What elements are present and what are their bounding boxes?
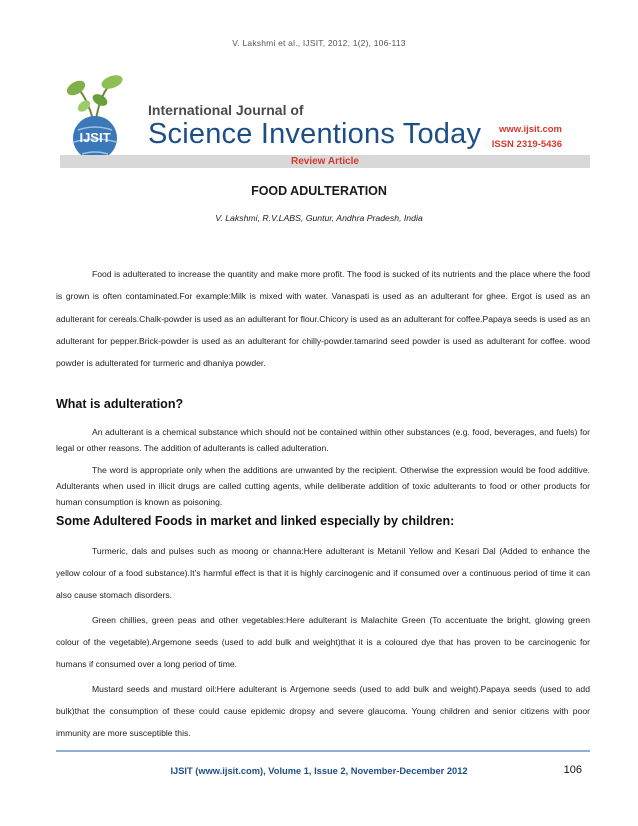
section1-paragraph-1: An adulterant is a chemical substance which should not be contained within other substances (e.g. food, beverages, and fuels) for legal or other reasons. The addition of adulterants is called adulteration. [56, 427, 590, 453]
footer-citation: IJSIT (www.ijsit.com), Volume 1, Issue 2, November-December 2012 [170, 766, 468, 776]
intro-paragraph-block [56, 263, 590, 374]
journal-issn: ISSN 2319-5436 [491, 139, 562, 150]
footer-rule [56, 750, 590, 752]
author-line: V. Lakshmi, R.V.LABS, Guntur, Andhra Pradesh, India [215, 213, 423, 223]
section1-paragraph-2: The word is appropriate only when the additions are unwanted by the recipient. Otherwise the expression would be food additive. Adulterants when used in illicit drugs are called cutting agents, while deliberate addition of toxic adulterants to food or other products for human consumption is known as poisoning. [56, 465, 590, 507]
intro-paragraph: Food is adulterated to increase the quantity and make more profit. The food is sucked of its nutrients and the place where the food is grown is often contaminated.For example:Milk is mixed with water. Vanaspati is used as an adulterant for ghee. Ergot is used as an adulterant for cereals.Chalk-powder is used as an adulterant for flour.Chicory is used as an adulterant for coffee.Papaya seeds is used as an adulterant for pepper.Brick-powder is used as an adulterant for chilly-powder.tamarind seed powder is used as adulterant for coffee. wood powder is adulterated for turmeric and dhaniya powder. [56, 269, 590, 369]
section2-paragraph-2: Green chillies, green peas and other vegetables:Here adulterant is Malachite Green (To accentuate the bright, glowing green colour of the vegetable).Argemone seeds (used to add bulk and weight)that it is a coloured dye that has proven to be carcinogenic for humans if consumed over a long period of time. [56, 615, 590, 669]
section2-paragraph-1-block [56, 540, 590, 606]
section-heading-adulteration: What is adulteration? [56, 397, 184, 411]
section1-paragraph-2-block [56, 462, 590, 510]
article-type-label: Review Article [291, 156, 359, 167]
paper-title: FOOD ADULTERATION [251, 184, 387, 198]
ijsit-logo-icon [60, 72, 130, 168]
section2-paragraph-2-block [56, 609, 590, 675]
section2-paragraph-3-block [56, 678, 590, 744]
section1-paragraph-1-block [56, 424, 590, 456]
running-head: V. Lakshmi et al., IJSIT, 2012, 1(2), 106-113 [232, 38, 406, 48]
section-heading-adultered-foods: Some Adultered Foods in market and linked especially by children: [56, 514, 455, 528]
section2-paragraph-3: Mustard seeds and mustard oil:Here adulterant is Argemone seeds (used to add bulk and weight).Papaya seeds (used to add bulk)that the consumption of these could cause epidemic dropsy and severe glaucoma. Young children and senior citizens with poor immunity are more susceptible this. [56, 684, 590, 738]
section2-paragraph-1: Turmeric, dals and pulses such as moong or channa:Here adulterant is Metanil Yellow and Kesari Dal (Added to enhance the yellow colour of a food substance).It's harmful effect is that it is highly carcinogenic and if consumed over a continuous period of time it can also cause stomach disorders. [56, 546, 590, 600]
page-number: 106 [563, 764, 582, 776]
logo-text: IJSIT [79, 130, 111, 145]
journal-website[interactable]: www.ijsit.com [499, 124, 562, 135]
journal-title: Science Inventions Today [148, 118, 482, 150]
journal-subtitle: International Journal of [148, 102, 304, 118]
